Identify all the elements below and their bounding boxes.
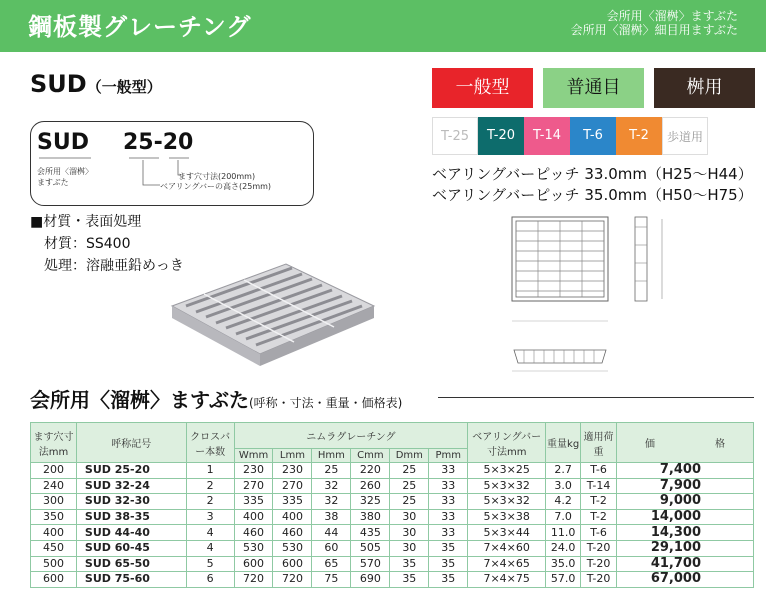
- th-h: Hmm: [312, 449, 351, 463]
- cell-p: 35: [429, 556, 468, 572]
- model-name: SUD: [30, 70, 87, 98]
- th-price-1: 価: [645, 439, 655, 450]
- cell-kg: 4.2: [546, 494, 581, 510]
- cell-load: T-6: [581, 525, 617, 541]
- cell-price: 7,900: [617, 478, 754, 494]
- th-bearing: ベアリングバー寸法mm: [468, 423, 546, 463]
- cell-c: 570: [351, 556, 390, 572]
- cell-p: 33: [429, 478, 468, 494]
- cell-name: SUD 65-50: [76, 556, 186, 572]
- model-title: [30, 70, 162, 98]
- cell-h: 44: [312, 525, 351, 541]
- cell-bar: 5×3×25: [468, 463, 546, 479]
- cell-name: SUD 75-60: [76, 572, 186, 588]
- cell-p: 33: [429, 525, 468, 541]
- cell-w: 335: [234, 494, 273, 510]
- cell-kg: 24.0: [546, 540, 581, 556]
- cell-kg: 57.0: [546, 572, 581, 588]
- code-number: 25-20: [123, 130, 194, 155]
- th-name: 呼称記号: [76, 423, 186, 463]
- cell-load: T-2: [581, 494, 617, 510]
- th-weight: 重量kg: [546, 423, 581, 463]
- cell-l: 230: [273, 463, 312, 479]
- cell-d: 25: [390, 494, 429, 510]
- load-t6: T-6: [570, 117, 616, 155]
- cell-load: T-6: [581, 463, 617, 479]
- cell-hole: 350: [31, 509, 77, 525]
- cell-hole: 400: [31, 525, 77, 541]
- cell-load: T-20: [581, 556, 617, 572]
- page-header: [0, 0, 766, 52]
- cell-bar: 5×3×38: [468, 509, 546, 525]
- cell-load: T-2: [581, 509, 617, 525]
- cell-d: 25: [390, 478, 429, 494]
- th-hole: ます穴寸法mm: [31, 423, 77, 463]
- cell-hole: 600: [31, 572, 77, 588]
- cell-c: 505: [351, 540, 390, 556]
- cell-cross: 2: [186, 478, 234, 494]
- cell-bar: 7×4×60: [468, 540, 546, 556]
- header-subtitle-2: 会所用〈溜桝〉細目用ますぶた: [570, 23, 738, 37]
- section-title-main: 会所用〈溜桝〉ますぶた: [30, 388, 249, 412]
- section-divider: [438, 397, 754, 398]
- cell-bar: 5×3×32: [468, 494, 546, 510]
- code-annotation-use-1: 会所用〈溜桝〉: [37, 167, 93, 176]
- cell-price: 14,000: [617, 509, 754, 525]
- badge-basin: 桝用: [654, 68, 755, 108]
- material-heading: ■材質・表面処理: [30, 214, 142, 230]
- cell-name: SUD 32-30: [76, 494, 186, 510]
- spec-price-table: [30, 422, 754, 588]
- cell-w: 270: [234, 478, 273, 494]
- grating-drawing: [490, 205, 690, 380]
- th-grating: ニムラグレーチング: [234, 423, 468, 449]
- load-t20: T-20: [478, 117, 524, 155]
- section-title: [30, 384, 402, 413]
- cell-d: 35: [390, 556, 429, 572]
- cell-name: SUD 25-20: [76, 463, 186, 479]
- th-p: Pmm: [429, 449, 468, 463]
- cell-c: 435: [351, 525, 390, 541]
- table-row: [31, 509, 754, 525]
- model-code-explainer: [30, 121, 314, 206]
- cell-bar: 5×3×44: [468, 525, 546, 541]
- cell-c: 220: [351, 463, 390, 479]
- table-row: [31, 525, 754, 541]
- cell-h: 60: [312, 540, 351, 556]
- cell-d: 30: [390, 540, 429, 556]
- table-row: [31, 478, 754, 494]
- th-w: Wmm: [234, 449, 273, 463]
- cell-h: 75: [312, 572, 351, 588]
- code-annotation-height: ベアリングバーの高さ(25mm): [160, 182, 272, 191]
- cell-bar: 5×3×32: [468, 478, 546, 494]
- cell-name: SUD 38-35: [76, 509, 186, 525]
- cell-cross: 2: [186, 494, 234, 510]
- cell-h: 65: [312, 556, 351, 572]
- th-load: 適用荷重: [581, 423, 617, 463]
- cell-cross: 1: [186, 463, 234, 479]
- cell-name: SUD 60-45: [76, 540, 186, 556]
- cell-hole: 240: [31, 478, 77, 494]
- load-class-strip: [432, 117, 755, 155]
- load-t2: T-2: [616, 117, 662, 155]
- cell-load: T-20: [581, 572, 617, 588]
- table-row: [31, 540, 754, 556]
- grating-photo: [168, 262, 378, 368]
- cell-p: 33: [429, 509, 468, 525]
- material-spec: 材質：SS400: [44, 236, 131, 252]
- cell-cross: 4: [186, 540, 234, 556]
- cell-w: 400: [234, 509, 273, 525]
- cell-price: 29,100: [617, 540, 754, 556]
- cell-kg: 3.0: [546, 478, 581, 494]
- cell-p: 35: [429, 572, 468, 588]
- finish-spec: 処理：溶融亜鉛めっき: [44, 258, 184, 274]
- cell-d: 30: [390, 525, 429, 541]
- model-type: （一般型）: [86, 78, 162, 96]
- cell-l: 270: [273, 478, 312, 494]
- cell-p: 33: [429, 494, 468, 510]
- cell-c: 690: [351, 572, 390, 588]
- category-badges: [432, 68, 755, 108]
- cell-price: 7,400: [617, 463, 754, 479]
- cell-w: 600: [234, 556, 273, 572]
- cell-hole: 200: [31, 463, 77, 479]
- cell-p: 33: [429, 463, 468, 479]
- cell-d: 30: [390, 509, 429, 525]
- cell-c: 380: [351, 509, 390, 525]
- cell-bar: 7×4×65: [468, 556, 546, 572]
- cell-price: 41,700: [617, 556, 754, 572]
- spec-table-body: [31, 463, 754, 588]
- cell-kg: 35.0: [546, 556, 581, 572]
- cell-d: 25: [390, 463, 429, 479]
- cell-kg: 11.0: [546, 525, 581, 541]
- cell-name: SUD 32-24: [76, 478, 186, 494]
- cell-l: 335: [273, 494, 312, 510]
- code-annotation-use-2: ますぶた: [37, 178, 69, 187]
- badge-general: 一般型: [432, 68, 533, 108]
- cell-p: 35: [429, 540, 468, 556]
- cell-bar: 7×4×75: [468, 572, 546, 588]
- cell-name: SUD 44-40: [76, 525, 186, 541]
- table-row: [31, 572, 754, 588]
- cell-load: T-20: [581, 540, 617, 556]
- cell-h: 32: [312, 494, 351, 510]
- badge-normal-mesh: 普通目: [543, 68, 644, 108]
- cell-h: 38: [312, 509, 351, 525]
- cell-l: 400: [273, 509, 312, 525]
- pitch-line-1: ベアリングバーピッチ 33.0mm（H25〜H44）: [432, 165, 753, 183]
- cell-load: T-14: [581, 478, 617, 494]
- cell-price: 67,000: [617, 572, 754, 588]
- cell-c: 325: [351, 494, 390, 510]
- cell-cross: 5: [186, 556, 234, 572]
- cell-hole: 500: [31, 556, 77, 572]
- th-d: Dmm: [390, 449, 429, 463]
- cell-cross: 4: [186, 525, 234, 541]
- table-row: [31, 556, 754, 572]
- cell-price: 14,300: [617, 525, 754, 541]
- cell-l: 600: [273, 556, 312, 572]
- cell-w: 460: [234, 525, 273, 541]
- cell-l: 460: [273, 525, 312, 541]
- code-annotation-hole: ます穴寸法(200mm): [178, 172, 256, 181]
- table-row: [31, 494, 754, 510]
- section-title-sub: (呼称・寸法・重量・価格表): [249, 396, 403, 410]
- code-annotation-use: [37, 166, 93, 188]
- cell-l: 530: [273, 540, 312, 556]
- th-price: [617, 423, 754, 463]
- cell-c: 260: [351, 478, 390, 494]
- load-walkway: 歩道用: [662, 117, 708, 155]
- load-t14: T-14: [524, 117, 570, 155]
- cell-d: 35: [390, 572, 429, 588]
- load-t25: T-25: [432, 117, 478, 155]
- cell-h: 25: [312, 463, 351, 479]
- cell-h: 32: [312, 478, 351, 494]
- header-subtitle-1: 会所用〈溜桝〉ますぶた: [606, 9, 738, 23]
- cell-hole: 450: [31, 540, 77, 556]
- th-c: Cmm: [351, 449, 390, 463]
- code-sud: SUD: [37, 130, 89, 155]
- header-title: 鋼板製グレーチング: [28, 13, 252, 41]
- cell-kg: 7.0: [546, 509, 581, 525]
- th-cross: クロスバー本数: [186, 423, 234, 463]
- cell-w: 230: [234, 463, 273, 479]
- cell-price: 9,000: [617, 494, 754, 510]
- cell-cross: 6: [186, 572, 234, 588]
- cell-kg: 2.7: [546, 463, 581, 479]
- pitch-line-2: ベアリングバーピッチ 35.0mm（H50〜H75）: [432, 186, 753, 204]
- cell-cross: 3: [186, 509, 234, 525]
- cell-l: 720: [273, 572, 312, 588]
- cell-w: 530: [234, 540, 273, 556]
- cell-hole: 300: [31, 494, 77, 510]
- cell-w: 720: [234, 572, 273, 588]
- table-row: [31, 463, 754, 479]
- th-price-2: 格: [715, 439, 725, 450]
- th-l: Lmm: [273, 449, 312, 463]
